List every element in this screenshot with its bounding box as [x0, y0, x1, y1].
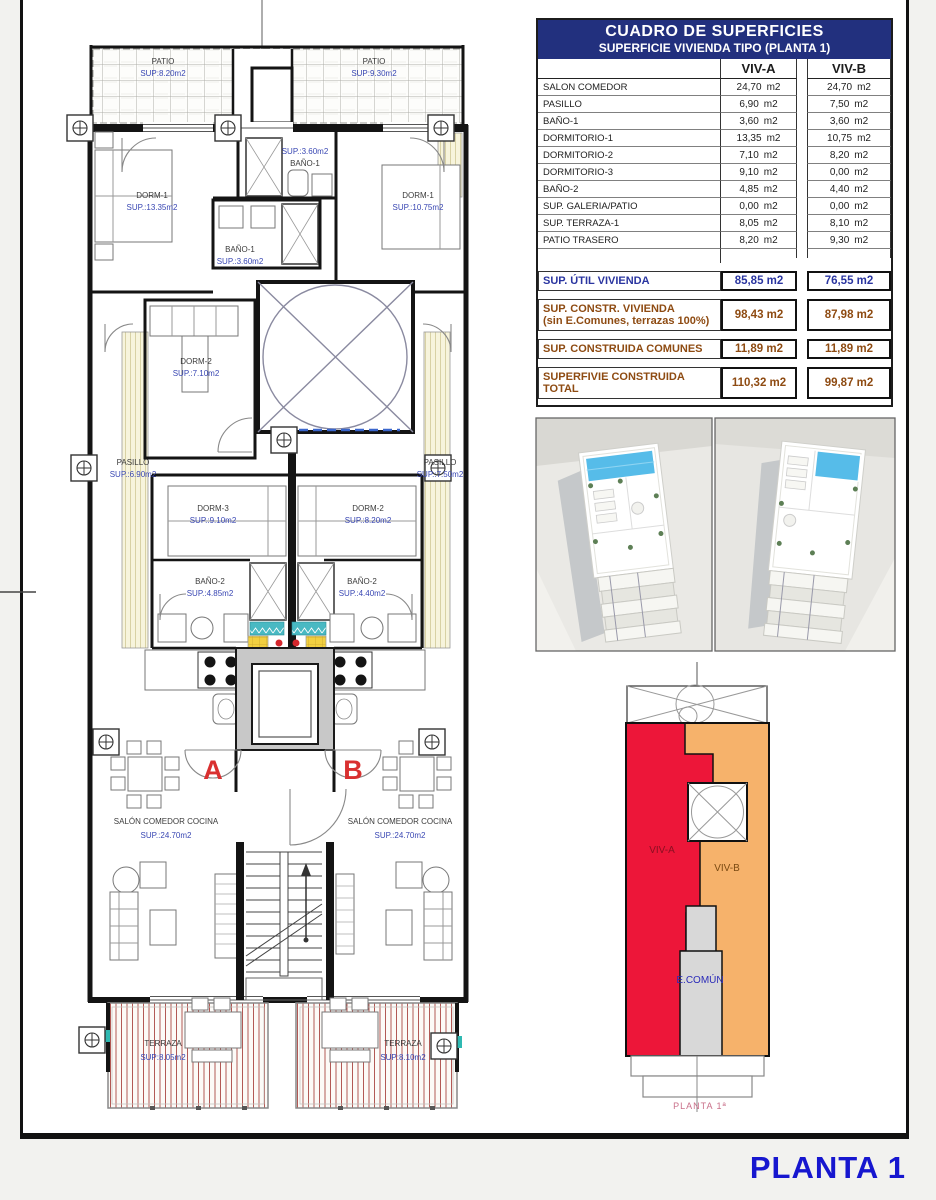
summary-util: SUP. ÚTIL VIVIENDA 85,85 m2 76,55 m2: [538, 271, 891, 291]
pasillob-sup: SUP.:7.50m2: [416, 470, 464, 479]
dorm1b-name: DORM-1: [402, 191, 434, 200]
dorm2a-name: DORM-2: [180, 357, 212, 366]
table-title: CUADRO DE SUPERFICIES: [605, 23, 824, 40]
table-row: SALON COMEDOR 24,70 m2 24,70 m2: [538, 79, 891, 96]
pasillob-name: PASILLO: [423, 458, 457, 467]
col-viv-a: VIV-A: [721, 59, 797, 79]
table-row: SUP. TERRAZA-1 8,05 m2 8,10 m2: [538, 215, 891, 232]
table-column-headers: [538, 59, 891, 79]
mini-plan-viv-a-label: VIV-A: [649, 845, 675, 856]
dorm3a-name: DORM-3: [197, 504, 229, 513]
terrazaa-sup: SUP:8.05m2: [140, 1053, 186, 1062]
table-row: PASILLO 6,90 m2 7,50 m2: [538, 96, 891, 113]
unit-a-letter: A: [203, 755, 223, 785]
table-spacer-row: [538, 249, 891, 263]
bano2b-sup: SUP.:4.40m2: [338, 589, 386, 598]
salonb-sup: SUP.:24.70m2: [374, 831, 426, 840]
mini-plan-viv-b-label: VIV-B: [714, 863, 740, 874]
bano1b-name: BAÑO-1: [290, 159, 320, 168]
salonb-name: SALÓN COMEDOR COCINA: [347, 817, 453, 826]
terrazab-sup: SUP:8.10m2: [380, 1053, 426, 1062]
bano2b-name: BAÑO-2: [347, 577, 377, 586]
bano2a-name: BAÑO-2: [195, 577, 225, 586]
terrazab-name: TERRAZA: [384, 1039, 422, 1048]
table-row: DORMITORIO-1 13,35 m2 10,75 m2: [538, 130, 891, 147]
salona-sup: SUP.:24.70m2: [140, 831, 192, 840]
table-row: DORMITORIO-3 9,10 m2 0,00 m2: [538, 164, 891, 181]
patio-b-label: PATIO: [362, 57, 386, 66]
render-3d-panels: [536, 418, 895, 651]
dorm1b-sup: SUP.:10.75m2: [392, 203, 444, 212]
bano1a-sup: SUP.:3.60m2: [216, 257, 264, 266]
table-row: PATIO TRASERO 8,20 m2 9,30 m2: [538, 232, 891, 249]
pasilloa-name: PASILLO: [116, 458, 150, 467]
table-row: DORMITORIO-2 7,10 m2 8,20 m2: [538, 147, 891, 164]
table-subtitle: SUPERFICIE VIVIENDA TIPO (PLANTA 1): [598, 41, 831, 55]
dorm1a-name: DORM-1: [136, 191, 168, 200]
pasilloa-sup: SUP.:6.90m2: [109, 470, 157, 479]
salona-name: SALÓN COMEDOR COCINA: [113, 817, 219, 826]
surface-table: [536, 18, 893, 407]
bano2a-sup: SUP.:4.85m2: [186, 589, 234, 598]
dorm3a-sup: SUP.:9.10m2: [189, 516, 237, 525]
mini-plan-lightwell: [688, 783, 747, 841]
table-row: BAÑO-1 3,60 m2 3,60 m2: [538, 113, 891, 130]
dorm2a-sup: SUP.:7.10m2: [172, 369, 220, 378]
unit-b-letter: B: [343, 755, 363, 785]
summary-total: SUPERFIVIE CONSTRUIDA TOTAL 110,32 m2 99,87 m2: [538, 367, 891, 399]
patio-a-sup: SUP:8.20m2: [140, 69, 186, 78]
summary-comunes: SUP. CONSTRUIDA COMUNES 11,89 m2 11,89 m2: [538, 339, 891, 359]
mini-plan-comun-label: E.COMÚN: [676, 975, 724, 986]
summary-constr: SUP. CONSTR. VIVIENDA (sin E.Comunes, terrazas 100%) 98,43 m2 87,98 m2: [538, 299, 891, 331]
mini-plan-gable: [627, 685, 767, 725]
patio-b-sup: SUP:9.30m2: [351, 69, 397, 78]
terrazaa-name: TERRAZA: [144, 1039, 182, 1048]
render-3d-right: [715, 418, 895, 651]
sheet-title: PLANTA 1: [749, 1150, 906, 1185]
dorm2b-sup: SUP.:8.20m2: [344, 516, 392, 525]
mini-plan: [626, 662, 769, 1112]
render-3d-left: [536, 418, 712, 651]
lightwell: [258, 282, 413, 432]
elevator: [236, 648, 334, 750]
mini-plan-caption: PLANTA 1ª: [673, 1101, 727, 1111]
dorm1a-sup: SUP.:13.35m2: [126, 203, 178, 212]
table-row: BAÑO-2 4,85 m2 4,40 m2: [538, 181, 891, 198]
bano1b-sup: SUP.:3.60m2: [281, 147, 329, 156]
table-header: [538, 20, 891, 59]
dorm2b-name: DORM-2: [352, 504, 384, 513]
col-viv-b: VIV-B: [807, 59, 891, 79]
table-row: SUP. GALERIA/PATIO 0,00 m2 0,00 m2: [538, 198, 891, 215]
bano1a-name: BAÑO-1: [225, 245, 255, 254]
patio-a-label: PATIO: [151, 57, 175, 66]
